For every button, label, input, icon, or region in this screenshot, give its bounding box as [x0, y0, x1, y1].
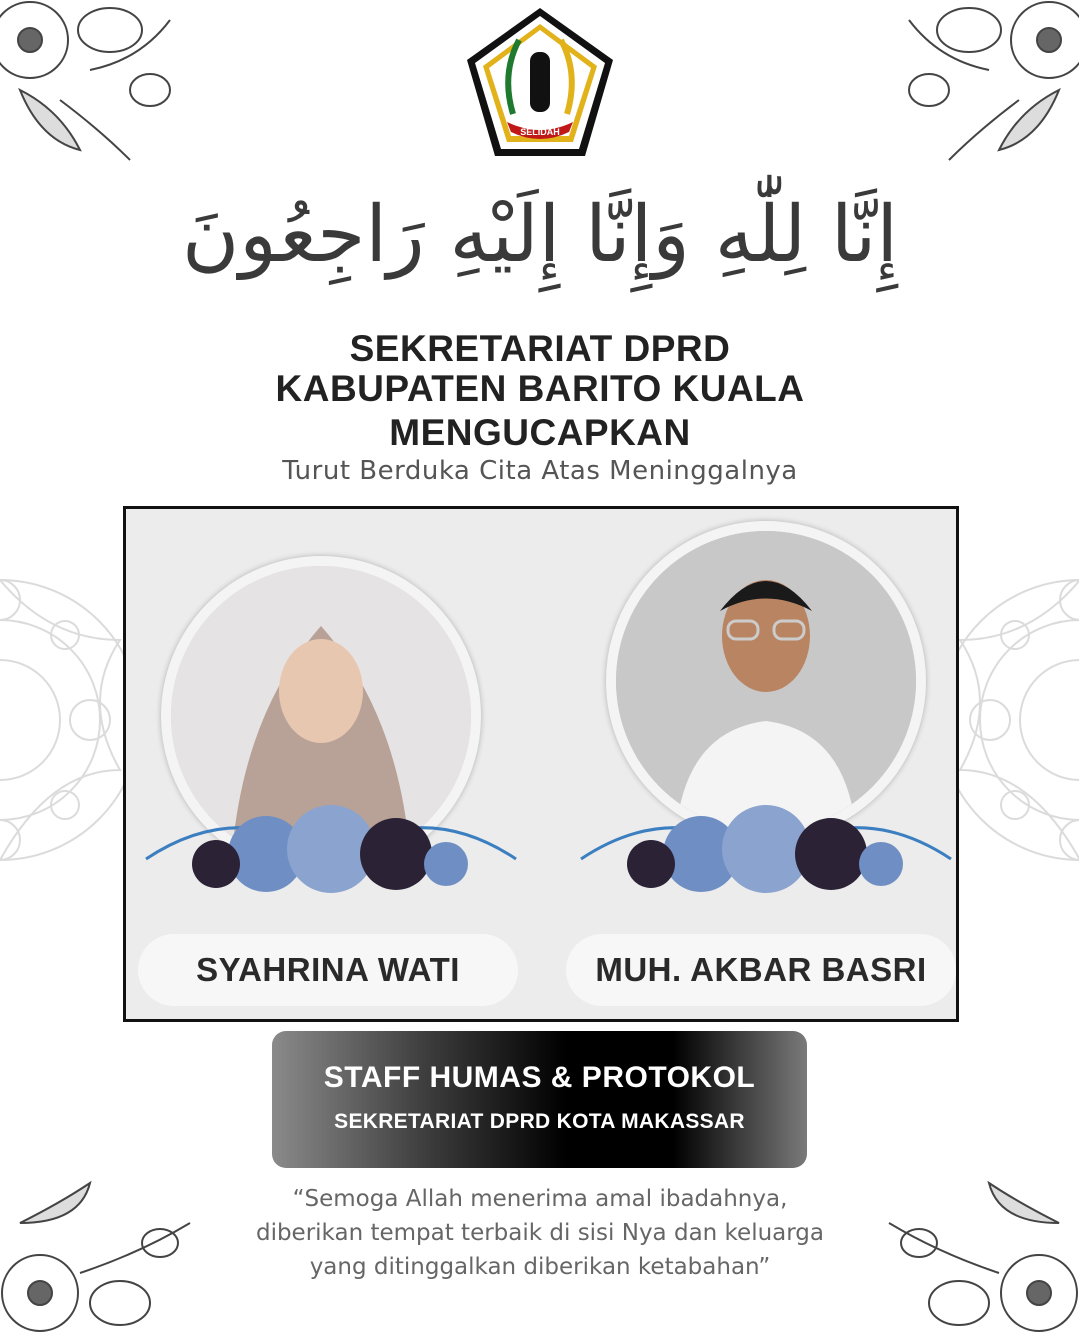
prayer-line-2: diberikan tempat terbaik di sisi Nya dan keluarga [255, 1220, 825, 1246]
staff-banner [272, 1031, 807, 1168]
org-name-line1: SEKRETARIAT DPRD [349, 328, 731, 369]
deceased-card-1 [126, 509, 541, 1019]
deceased-name-1: SYAHRINA WATI [138, 934, 518, 1006]
prayer-text [190, 1182, 890, 1284]
deceased-card-2 [541, 509, 956, 1019]
floral-corner-top-right [879, 0, 1079, 170]
org-name-line3: MENGUCAPKAN [389, 412, 691, 453]
prayer-line-3: yang ditinggalkan diberikan ketabahan” [309, 1254, 771, 1280]
floral-corner-bottom-left [0, 1163, 200, 1333]
flower-arrangement-icon [136, 779, 526, 929]
deceased-name-2: MUH. AKBAR BASRI [566, 934, 956, 1006]
flower-arrangement-icon [571, 779, 959, 929]
staff-subtitle: SEKRETARIAT DPRD KOTA MAKASSAR [334, 1110, 745, 1133]
org-name-line2: KABUPATEN BARITO KUALA [275, 368, 805, 409]
deceased-photo-frame [123, 506, 959, 1022]
logo-ribbon-text: SELIDAH [520, 127, 560, 137]
prayer-line-1: “Semoga Allah menerima amal ibadahnya, [292, 1186, 788, 1212]
staff-title: STAFF HUMAS & PROTOKOL [323, 1061, 756, 1094]
arabic-calligraphy-inna-lillahi: إِنَّا لِلّٰهِ وَإِنَّا إِلَيْهِ رَاجِعُونَ [181, 190, 899, 280]
condolence-subtitle: Turut Berduka Cita Atas Meninggalnya [282, 456, 798, 486]
floral-corner-bottom-right [879, 1163, 1079, 1333]
floral-corner-top-left [0, 0, 200, 170]
barito-kuala-emblem-logo [461, 4, 619, 162]
